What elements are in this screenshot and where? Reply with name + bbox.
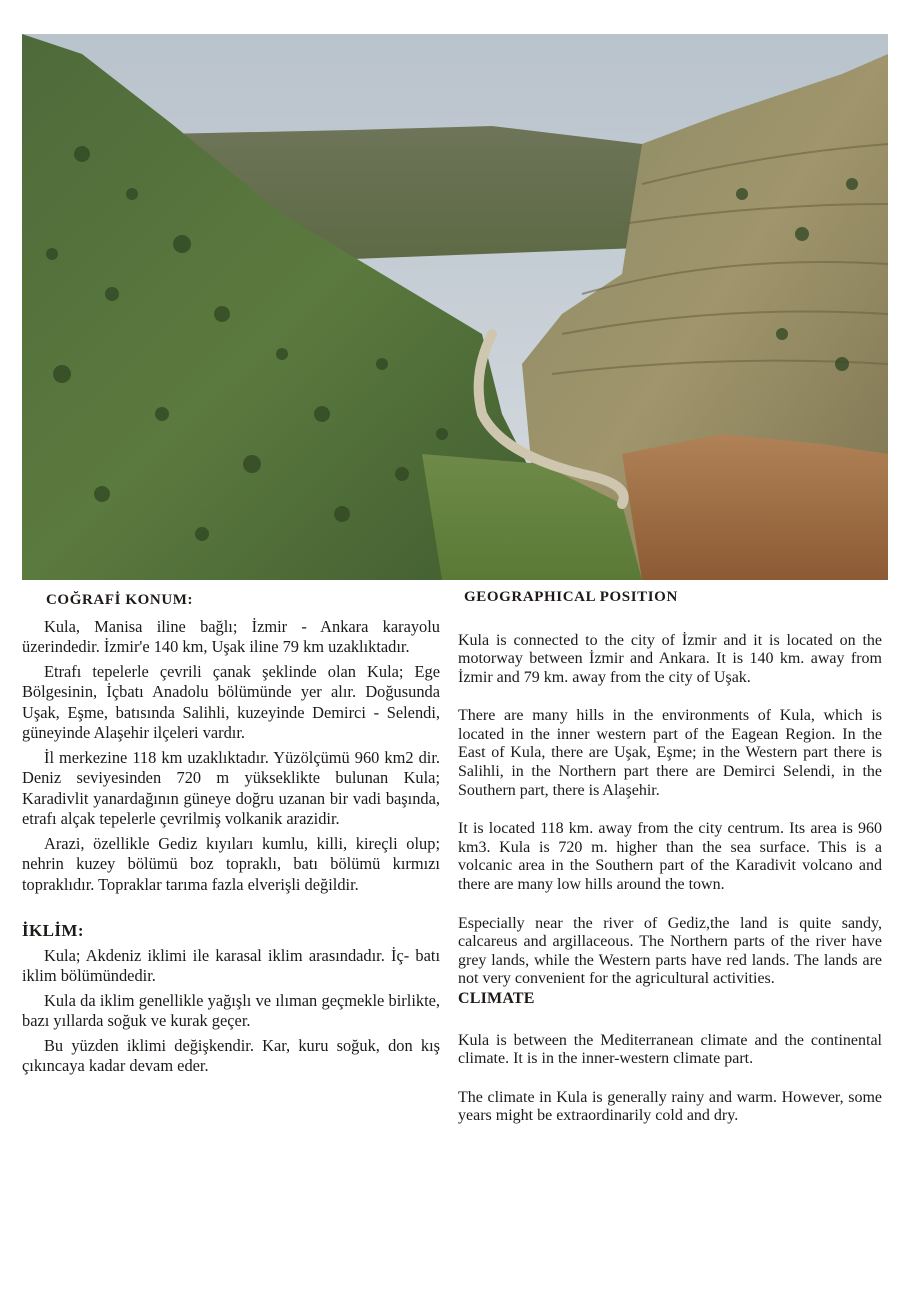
en-paragraph-climate-rain: The climate in Kula is generally rainy and warm. However, some years might be extraordinarily cold and dry. (458, 1088, 882, 1125)
en-paragraph-surroundings: There are many hills in the environments of Kula, which is located in the inner western part of the Eagean Region. In the East of Kula, there are Uşak, Eşme; in the Western part there is Salihli, in the Northern part there are Demirci Selendi, in the Southern part, there is Alaşehir. (458, 707, 882, 799)
canyon-landscape-icon (22, 34, 888, 580)
heading-iklim: İKLİM: (22, 921, 84, 940)
en-paragraph-area: It is located 118 km. away from the city centrum. Its area is 960 km3. Kula is 720 m. higher than the sea surface. This is a volcanic area in the Southern part of the Karadivit volcano and there are many low hills around the town. (458, 820, 882, 894)
tr-paragraph-area: İl merkezine 118 km uzaklıktadır. Yüzölçümü 960 km2 dir. Deniz seviyesinden 720 m yükseklikte bulunan Kula; Karadivlit yanardağının güneye doğru uzanan bir vadi başında, etrafı alçak tepelerle çevrilmiş volkanik arazidir. (22, 747, 440, 828)
en-paragraph-climate-type: Kula is between the Mediterranean climate and the continental climate. It is in the inner-western climate part. (458, 1031, 882, 1068)
en-paragraph-soil: Especially near the river of Gediz,the land is quite sandy, calcareus and argillaceous. The Northern parts of the river have grey lands, while the Western parts have red lands. The lands are not very convenient for the agricultural activities. (458, 914, 882, 988)
canyon-landscape-photo (22, 34, 888, 580)
tr-paragraph-climate-winter: Bu yüzden iklimi değişkendir. Kar, kuru soğuk, don kış çıkıncaya kadar devam eder. (22, 1035, 440, 1075)
tr-paragraph-soil: Arazi, özellikle Gediz kıyıları kumlu, killi, kireçli olup; nehrin kuzey bölümü boz topraklı, batı bölümü kırmızı topraklıdır. Topraklar tarıma fazla elverişli değildir. (22, 833, 440, 894)
heading-cografi-konum: COĞRAFİ KONUM: (46, 592, 194, 608)
heading-geographical-position: GEOGRAPHICAL POSITION (464, 589, 678, 605)
tr-paragraph-location: Kula, Manisa iline bağlı; İzmir - Ankara karayolu üzerindedir. İzmir'e 140 km, Uşak iline 79 km uzaklıktadır. (22, 616, 440, 656)
tr-paragraph-climate-type: Kula; Akdeniz iklimi ile karasal iklim arasındadır. İç- batı iklim bölümündedir. (22, 945, 440, 985)
turkish-column (22, 590, 440, 1081)
tr-paragraph-surroundings: Etrafı tepelerle çevrili çanak şeklinde olan Kula; Ege Bölgesinin, İçbatı Anadolu bölümünde yer alır. Doğusunda Uşak, Eşme, batısında Salihli, kuzeyinde Demirci - Selendi, güneyinde Alaşehir ilçeleri vardır. (22, 661, 440, 742)
english-column (458, 587, 882, 1126)
en-paragraph-location: Kula is connected to the city of İzmir and it is located on the motorway between İzmir and Ankara. It is 140 km. away from İzmir and 79 km. away from the city of Uşak. (458, 631, 882, 686)
heading-climate: CLIMATE (458, 990, 535, 1007)
tr-paragraph-climate-rain: Kula da iklim genellikle yağışlı ve ılıman geçmekle birlikte, bazı yıllarda soğuk ve kurak geçer. (22, 990, 440, 1030)
